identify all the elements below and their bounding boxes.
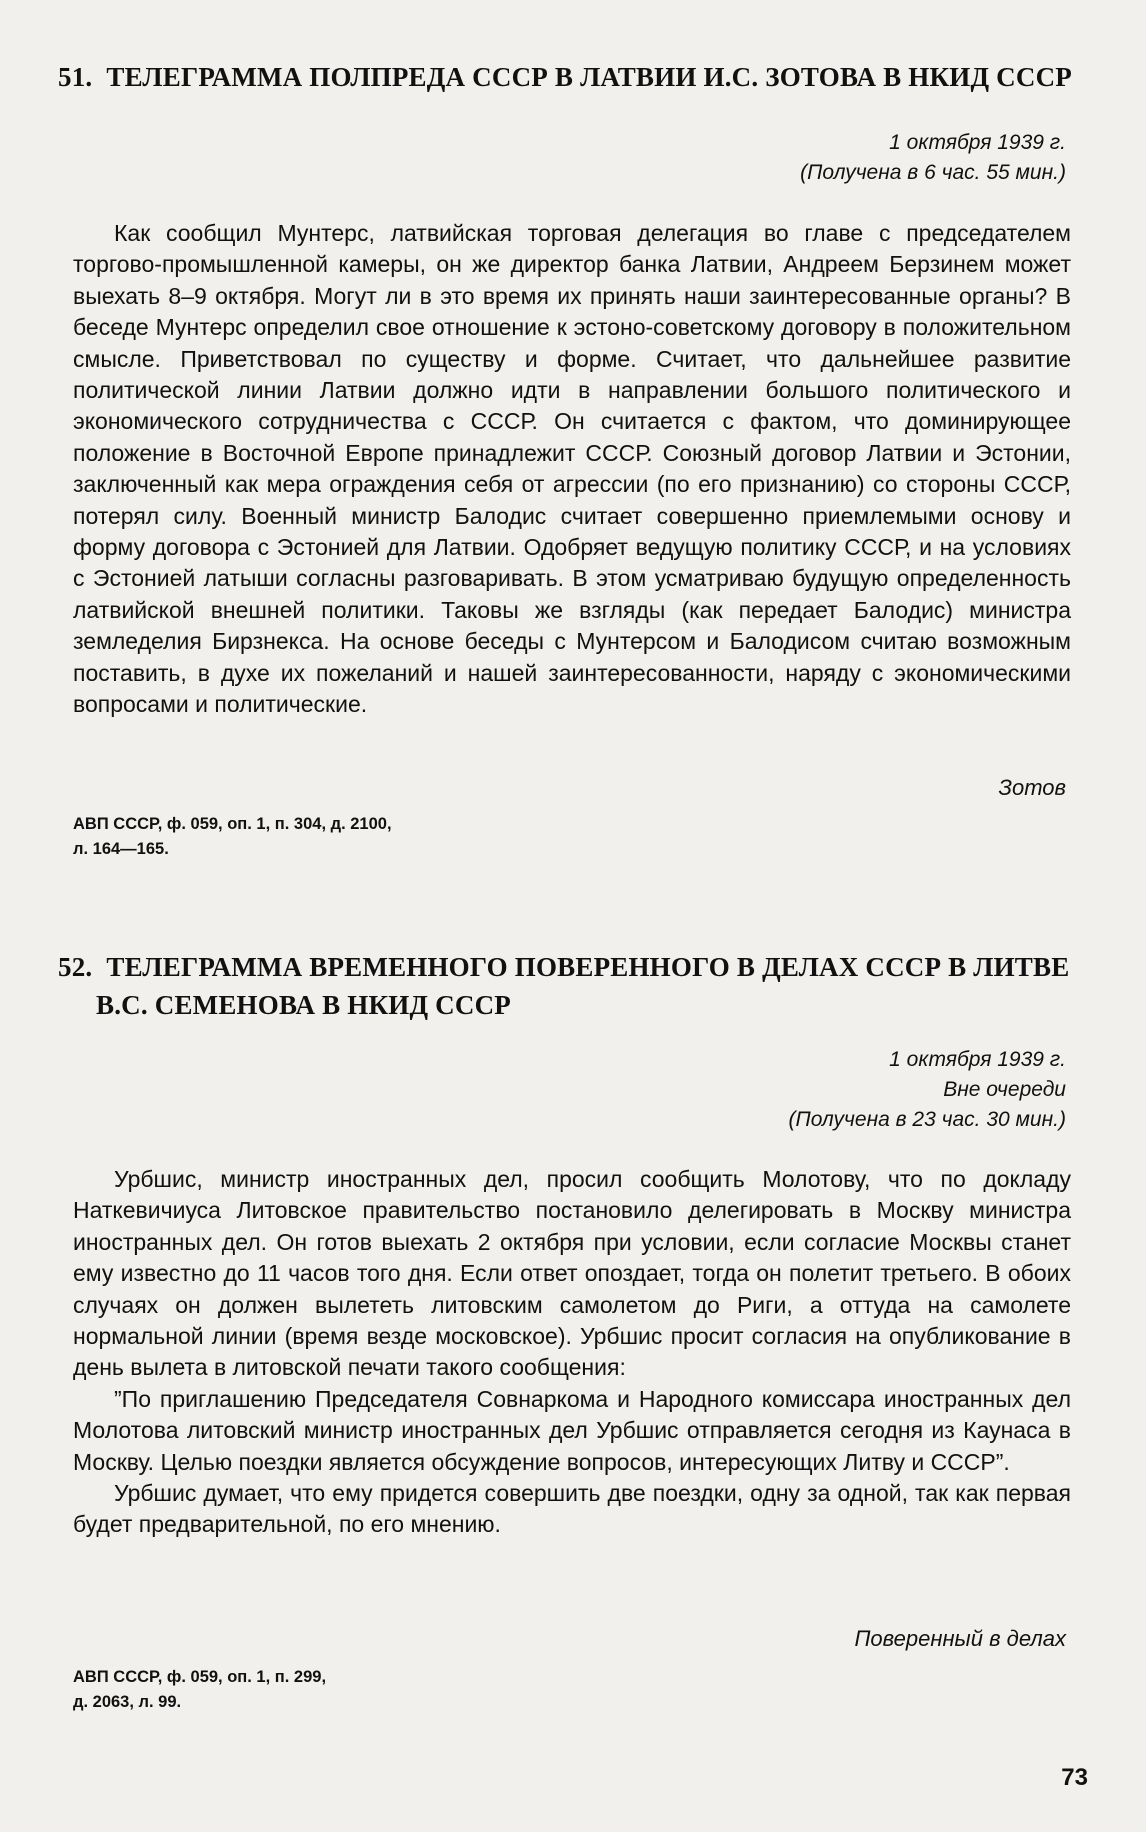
- doc52-paragraph-3: Урбшис думает, что ему придется совершить две поездки, одну за одной, так как первая будет предварительной, по его мнению.: [73, 1480, 1071, 1538]
- doc51-body: [73, 218, 1071, 721]
- doc51-meta: [800, 128, 1066, 188]
- doc51-archive-line1: АВП СССР, ф. 059, оп. 1, п. 304, д. 2100,: [73, 815, 392, 833]
- doc51-archive-line2: л. 164—165.: [73, 840, 169, 858]
- doc52-paragraph-1: Урбшис, министр иностранных дел, просил сообщить Молотову, что по докладу Наткевичиуса Литовское правительство постановило делегировать в Москву министра иностранных дел. Он готов выехать 2 октября при условии, если согласие Москвы станет ему известно до 11 часов того дня. Если ответ опоздает, тогда он полетит третьего. В обоих случаях он должен вылететь литовским самолетом до Риги, а оттуда на самолете нормальной линии (время везде московское). Урбшис просит согласия на опубликование в день вылета в литовской печати такого сообщения:: [73, 1166, 1071, 1381]
- doc52-title-line2: В.С. СЕМЕНОВА В НКИД СССР: [96, 990, 511, 1020]
- doc52-date: 1 октября 1939 г.: [889, 1048, 1066, 1071]
- doc51-signature: Зотов: [998, 775, 1066, 800]
- doc52-archive-line1: АВП СССР, ф. 059, оп. 1, п. 299,: [73, 1668, 327, 1686]
- doc52-archive-reference: [73, 1665, 493, 1715]
- doc51-received: (Получена в 6 час. 55 мин.): [800, 161, 1066, 184]
- doc51-title: ТЕЛЕГРАММА ПОЛПРЕДА СССР В ЛАТВИИ И.С. ЗОТОВА В НКИД СССР: [106, 62, 1072, 92]
- doc52-title-line1: ТЕЛЕГРАММА ВРЕМЕННОГО ПОВЕРЕННОГО В ДЕЛАХ СССР В ЛИТВЕ: [106, 952, 1070, 982]
- page-number: 73: [1061, 1764, 1088, 1791]
- doc51-date: 1 октября 1939 г.: [889, 131, 1066, 154]
- doc52-received: (Получена в 23 час. 30 мин.): [788, 1108, 1066, 1131]
- doc51-heading: [58, 58, 1088, 96]
- doc52-priority: Вне очереди: [943, 1078, 1066, 1101]
- doc51-archive-reference: [73, 812, 493, 862]
- doc52-paragraph-2: ”По приглашению Председателя Совнаркома и Народного комиссара иностранных дел Молотова литовский министр иностранных дел Урбшис отправляется сегодня из Каунаса в Москву. Целью поездки является обсуждение вопросов, интересующих Литву и СССР”.: [73, 1385, 1071, 1475]
- doc51-paragraph: Как сообщил Мунтерс, латвийская торговая делегация во главе с председателем торгово-промышленной камеры, он же директор банка Латвии, Андреем Берзинем может выехать 8–9 октября. Могут ли в это время их принять наши заинтересованные органы? В беседе Мунтерс определил свое отношение к эстоно-советскому договору в положительном смысле. Приветствовал по существу и форме. Считает, что дальнейшее развитие политической линии Латвии должно идти в направлении большого политического и экономического сотрудничества с СССР. Он считается с фактом, что доминирующее положение в Восточной Европе принадлежит СССР. Союзный договор Латвии и Эстонии, заключенный как мера ограждения себя от агрессии (по его признанию) со стороны СССР, потерял силу. Военный министр Балодис считает совершенно приемлемыми основу и форму договора с Эстонией для Латвии. Одобряет ведущую политику СССР, и на условиях с Эстонией латыши согласны разговаривать. В этом усматриваю будущую определенность латвийской внешней политики. Таковы же взгляды (как передает Балодис) министра земледелия Бирзнекса. На основе беседы с Мунтерсом и Балодисом считаю возможным поставить, в духе их пожеланий и нашей заинтересованности, наряду с экономическими вопросами и политические.: [73, 220, 1071, 718]
- doc52-meta: [788, 1045, 1066, 1135]
- doc52-signature: Поверенный в делах: [854, 1626, 1066, 1651]
- doc52-number: 52.: [58, 952, 93, 982]
- doc51-number: 51.: [58, 62, 93, 92]
- doc52-body: [73, 1164, 1071, 1541]
- doc52-archive-line2: д. 2063, л. 99.: [73, 1693, 182, 1711]
- doc52-heading: [58, 948, 1088, 1024]
